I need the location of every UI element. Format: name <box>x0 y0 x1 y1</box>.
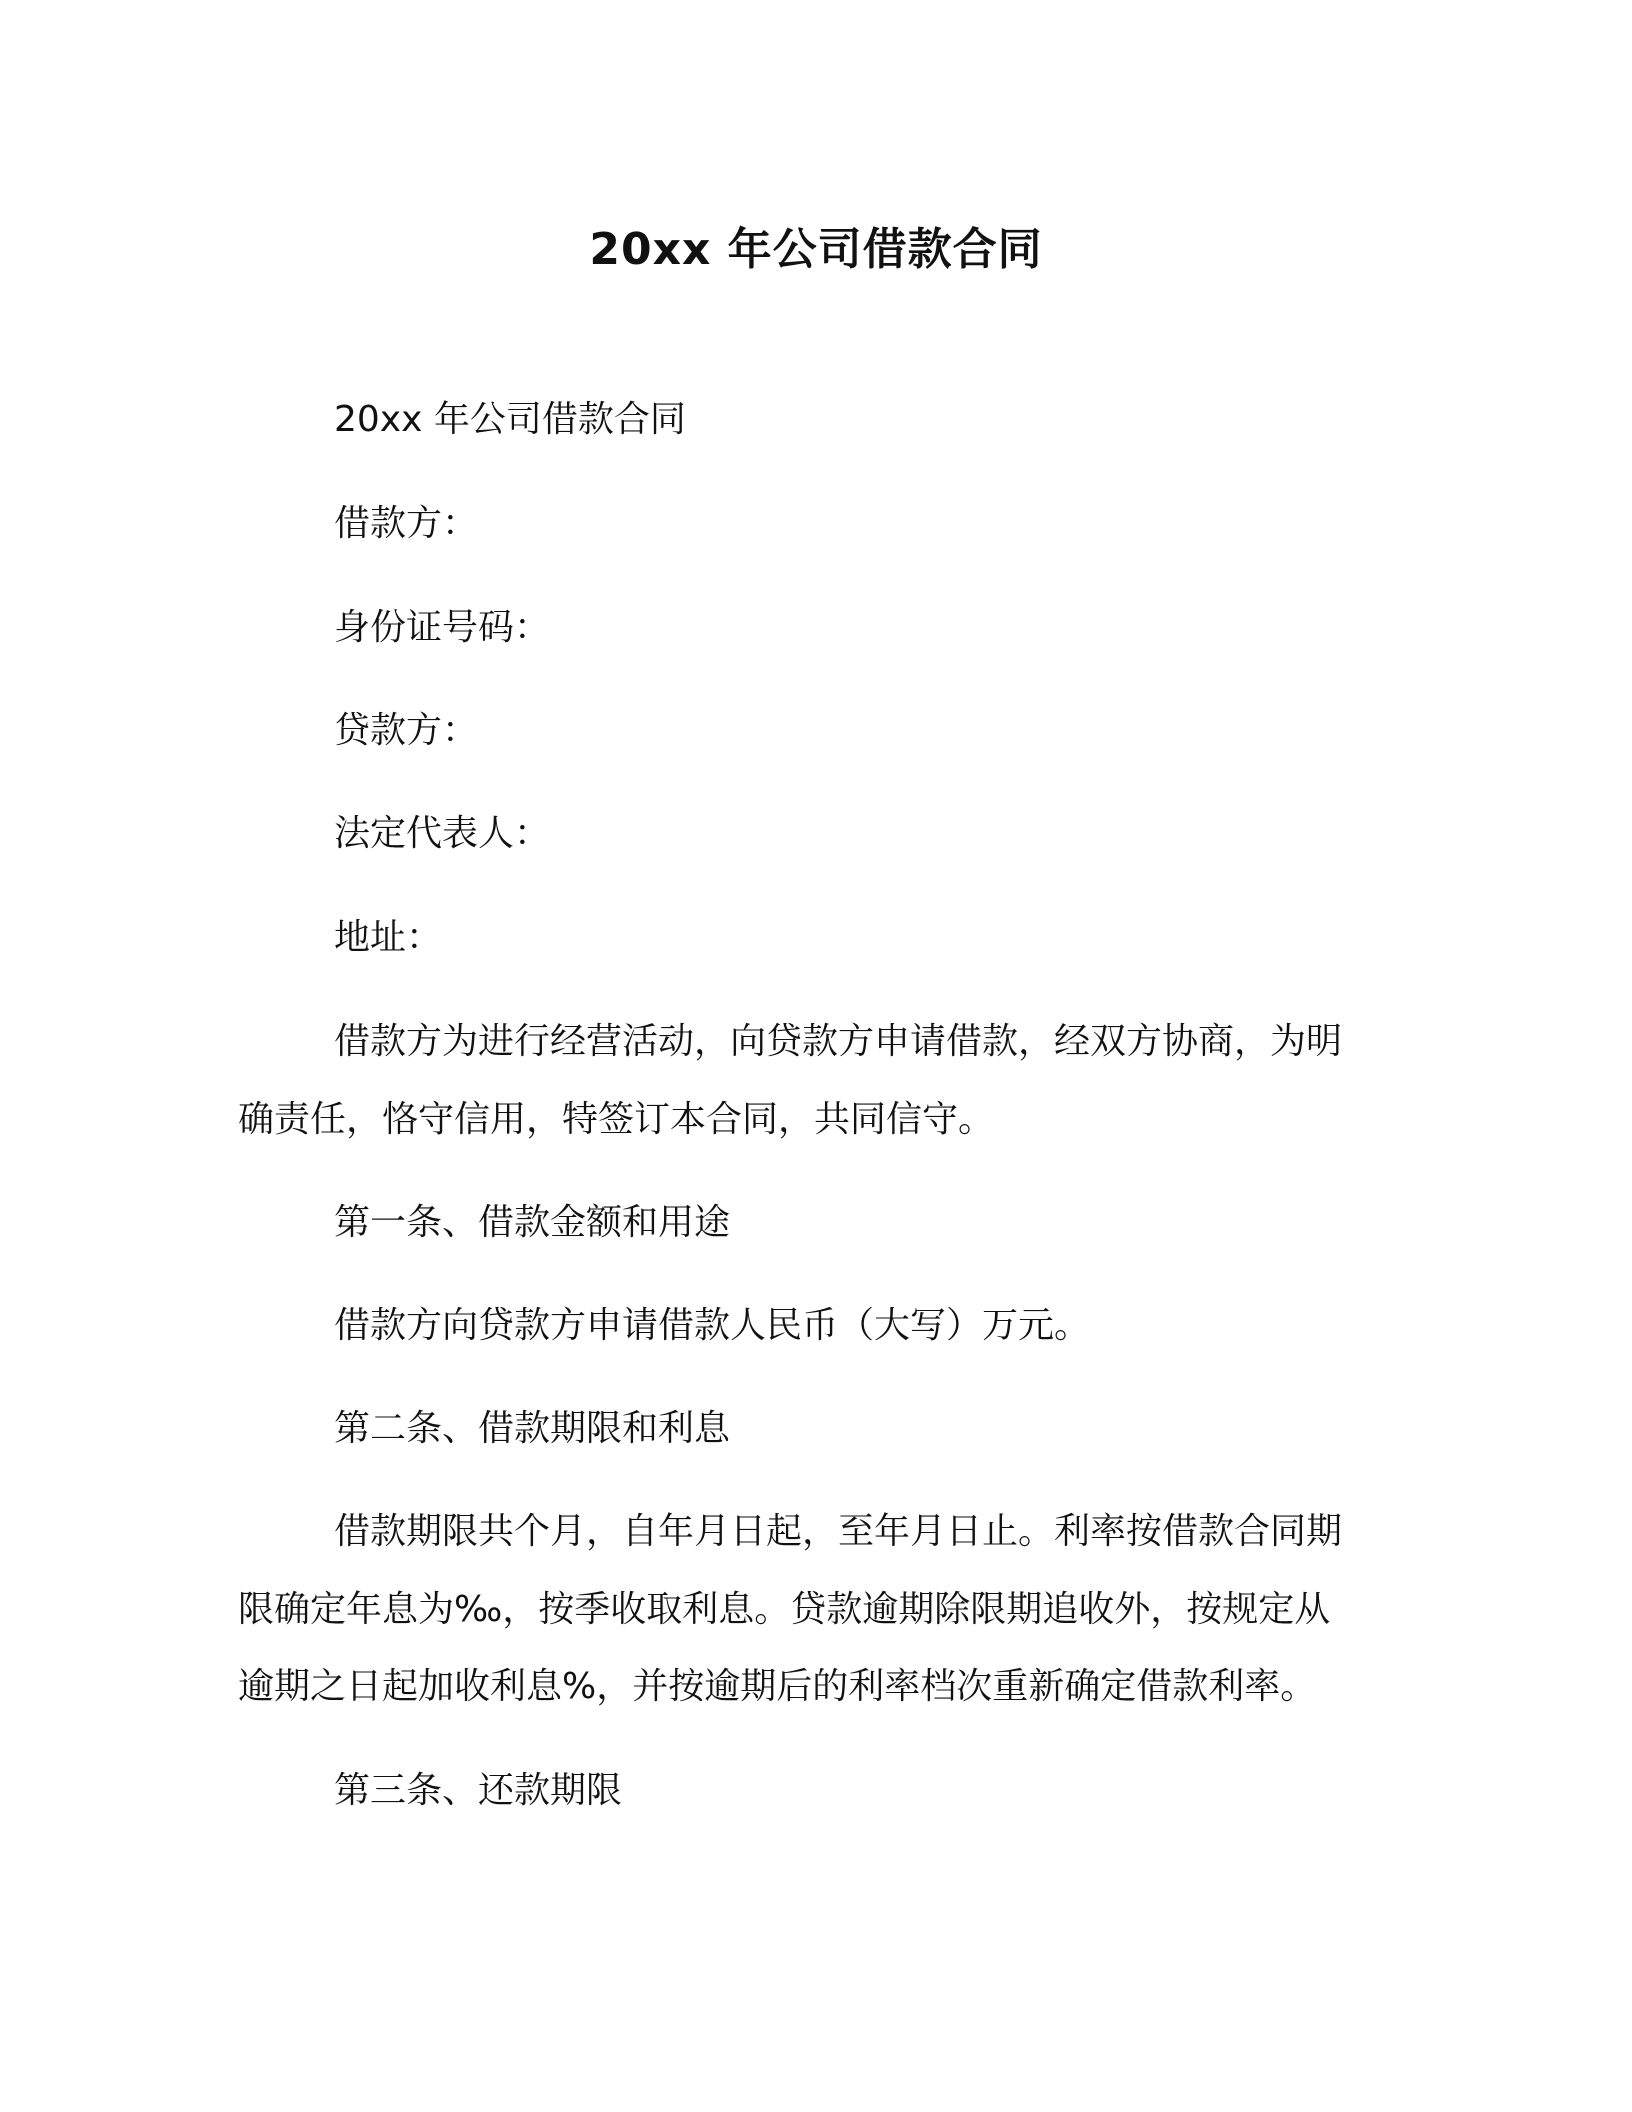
borrower-field: 借款方： <box>334 503 479 544</box>
article-2-line-1: 借款期限共个月，自年月日起，至年月日止。利率按借款合同期 <box>334 1511 1343 1552</box>
document-subtitle: 20xx 年公司借款合同 <box>334 399 686 440</box>
preamble-line-2: 确责任，恪守信用，特签订本合同，共同信守。 <box>238 1099 995 1140</box>
article-2-line-3: 逾期之日起加收利息%，并按逾期后的利率档次重新确定借款利率。 <box>238 1666 1317 1707</box>
article-3-heading: 第三条、还款期限 <box>334 1770 623 1811</box>
lender-field: 贷款方： <box>334 710 479 751</box>
article-1-heading: 第一条、借款金额和用途 <box>334 1202 731 1243</box>
legal-representative-field: 法定代表人： <box>334 813 551 854</box>
address-field: 地址： <box>334 917 443 958</box>
id-number-field: 身份证号码： <box>334 607 551 648</box>
document-title: 20xx 年公司借款合同 <box>589 224 1043 275</box>
article-2-line-2: 限确定年息为‰，按季收取利息。贷款逾期除限期追收外，按规定从 <box>238 1589 1331 1630</box>
article-1-body: 借款方向贷款方申请借款人民币（大写）万元。 <box>334 1305 1091 1346</box>
article-2-heading: 第二条、借款期限和利息 <box>334 1408 731 1449</box>
preamble-line-1: 借款方为进行经营活动，向贷款方申请借款，经双方协商，为明 <box>334 1021 1343 1062</box>
